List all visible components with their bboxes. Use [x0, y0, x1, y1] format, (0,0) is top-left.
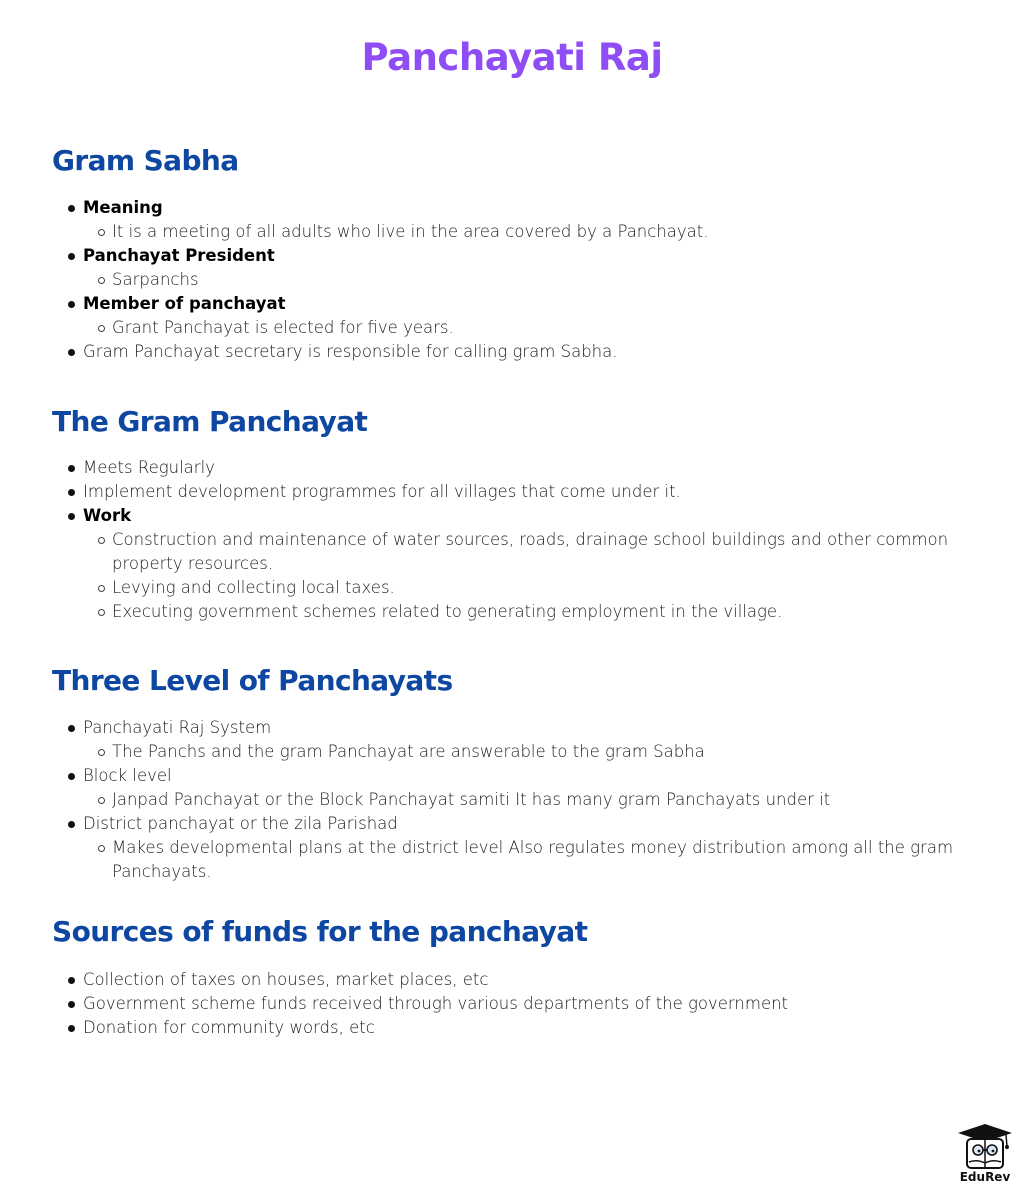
section-sources-of-funds: [52, 914, 1002, 1040]
sub-list-item: Sarpanchs: [112, 268, 1002, 292]
section-three-level: [52, 663, 1002, 884]
page-title: Panchayati Raj: [361, 36, 663, 79]
list-item: [83, 968, 1002, 992]
sub-list: [83, 268, 1002, 292]
list-item: [83, 504, 1002, 624]
sub-list: [83, 528, 1002, 624]
sub-list-item: Construction and maintenance of water sources, roads, drainage school buildings and other common property resources.: [112, 528, 1002, 576]
section-gram-panchayat: [52, 404, 1002, 624]
edurev-logo-icon: [956, 1122, 1014, 1172]
list-item-label: Block level: [83, 766, 172, 785]
section-gram-sabha: [52, 143, 1002, 364]
list-item-label: Panchayat President: [83, 246, 275, 265]
list-item-label: Work: [83, 506, 132, 525]
list-item-label: District panchayat or the zila Parishad: [83, 814, 398, 833]
sub-list-item: Janpad Panchayat or the Block Panchayat samiti It has many gram Panchayats under it: [112, 788, 1002, 812]
edurev-logo: [952, 1122, 1018, 1192]
sub-list-item: Executing government schemes related to generating employment in the village.: [112, 600, 1002, 624]
list-item: [83, 764, 1002, 812]
section-heading: Sources of funds for the panchayat: [52, 915, 588, 948]
list-item-label: Donation for community words, etc: [83, 1018, 375, 1037]
sub-list-item: Makes developmental plans at the district level Also regulates money distribution among all the gram Panchayats.: [112, 836, 1002, 884]
sub-list: [83, 316, 1002, 340]
section-heading: The Gram Panchayat: [52, 405, 368, 438]
list-item: [83, 292, 1002, 340]
list-item: [83, 716, 1002, 764]
list-item: [83, 812, 1002, 884]
edurev-logo-text: EduRev: [959, 1170, 1011, 1184]
sub-list-item: Levying and collecting local taxes.: [112, 576, 1002, 600]
list-item-label: Government scheme funds received through various departments of the government: [83, 994, 789, 1013]
list-item-label: Meaning: [83, 198, 163, 217]
sub-list: [83, 836, 1002, 884]
list-item-label: Implement development programmes for all villages that come under it.: [83, 482, 681, 501]
sub-list-item: It is a meeting of all adults who live in the area covered by a Panchayat.: [112, 220, 1002, 244]
section-heading: Gram Sabha: [52, 144, 239, 177]
list-item-label: Collection of taxes on houses, market places, etc: [83, 970, 489, 989]
sub-list-item: Grant Panchayat is elected for five years.: [112, 316, 1002, 340]
sub-list-item: The Panchs and the gram Panchayat are answerable to the gram Sabha: [112, 740, 1002, 764]
section-heading: Three Level of Panchayats: [52, 664, 453, 697]
bullet-list: [52, 456, 1002, 624]
list-item-label: Member of panchayat: [83, 294, 286, 313]
bullet-list: [52, 968, 1002, 1040]
list-item: [83, 244, 1002, 292]
list-item: [83, 456, 1002, 480]
list-item: [83, 196, 1002, 244]
list-item-label: Panchayati Raj System: [83, 718, 272, 737]
list-item: [83, 480, 1002, 504]
list-item: [83, 1016, 1002, 1040]
list-item: [83, 992, 1002, 1016]
list-item-label: Gram Panchayat secretary is responsible for calling gram Sabha.: [83, 342, 618, 361]
list-item-label: Meets Regularly: [83, 458, 215, 477]
sub-list: [83, 788, 1002, 812]
list-item: [83, 340, 1002, 364]
sub-list: [83, 220, 1002, 244]
sub-list: [83, 740, 1002, 764]
bullet-list: [52, 196, 1002, 364]
bullet-list: [52, 716, 1002, 884]
